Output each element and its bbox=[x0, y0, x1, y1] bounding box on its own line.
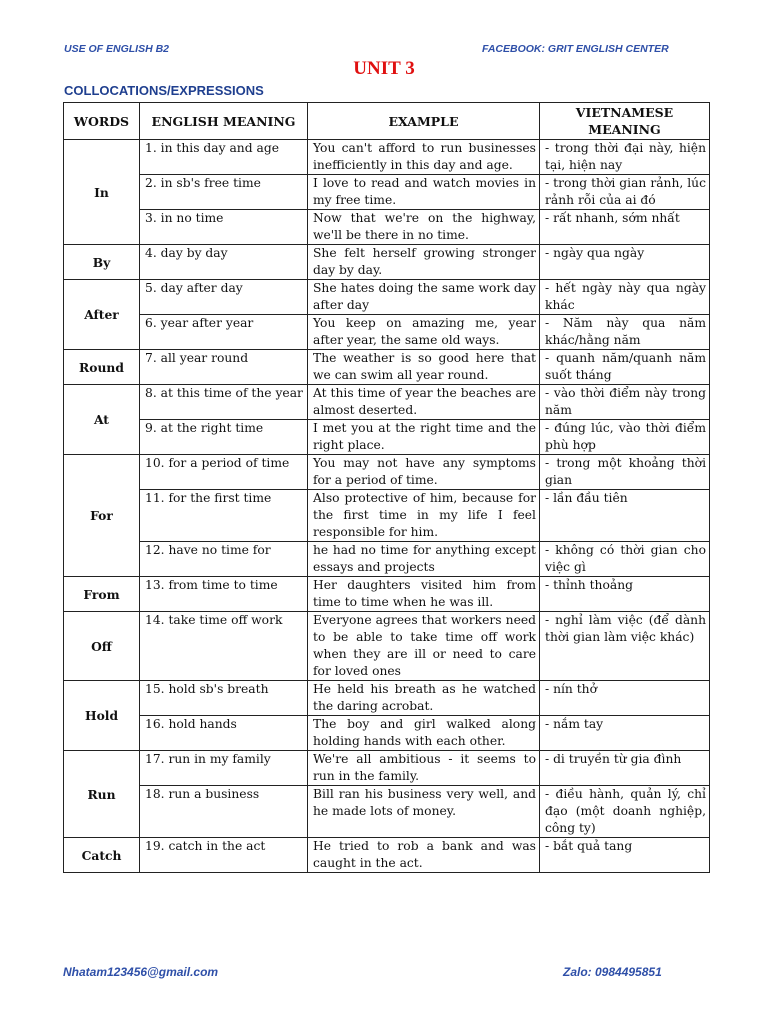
example-cell: She hates doing the same work day after day bbox=[308, 280, 540, 315]
meaning-cell: 19. catch in the act bbox=[140, 838, 308, 873]
vietnamese-meaning-cell: - Năm này qua năm khác/hằng năm bbox=[540, 315, 710, 350]
meaning-cell: 17. run in my family bbox=[140, 751, 308, 786]
example-cell: Now that we're on the highway, we'll be there in no time. bbox=[308, 210, 540, 245]
example-cell: At this time of year the beaches are almost deserted. bbox=[308, 385, 540, 420]
meaning-cell: 7. all year round bbox=[140, 350, 308, 385]
example-cell: He held his breath as he watched the daring acrobat. bbox=[308, 681, 540, 716]
table-row bbox=[64, 490, 710, 542]
example-cell: She felt herself growing stronger day by day. bbox=[308, 245, 540, 280]
meaning-cell: 5. day after day bbox=[140, 280, 308, 315]
vietnamese-meaning-cell: - trong một khoảng thời gian bbox=[540, 455, 710, 490]
vietnamese-meaning-cell: - nín thở bbox=[540, 681, 710, 716]
table-row bbox=[64, 175, 710, 210]
vietnamese-meaning-cell: - ngày qua ngày bbox=[540, 245, 710, 280]
word-cell: Catch bbox=[64, 838, 140, 873]
table-row bbox=[64, 140, 710, 175]
vietnamese-meaning-cell: - hết ngày này qua ngày khác bbox=[540, 280, 710, 315]
meaning-cell: 16. hold hands bbox=[140, 716, 308, 751]
vietnamese-meaning-cell: - quanh năm/quanh năm suốt tháng bbox=[540, 350, 710, 385]
example-cell: You keep on amazing me, year after year, the same old ways. bbox=[308, 315, 540, 350]
table-header-row bbox=[64, 103, 710, 140]
table-row bbox=[64, 577, 710, 612]
column-header-example: EXAMPLE bbox=[308, 103, 540, 140]
vocabulary-table bbox=[63, 102, 710, 873]
meaning-cell: 9. at the right time bbox=[140, 420, 308, 455]
meaning-cell: 3. in no time bbox=[140, 210, 308, 245]
header-right-text: FACEBOOK: GRIT ENGLISH CENTER bbox=[482, 43, 669, 55]
unit-title: UNIT 3 bbox=[353, 58, 415, 79]
vietnamese-meaning-cell: - nghỉ làm việc (để dành thời gian làm việc khác) bbox=[540, 612, 710, 681]
word-cell: In bbox=[64, 140, 140, 245]
vietnamese-meaning-cell: - di truyền từ gia đình bbox=[540, 751, 710, 786]
vietnamese-meaning-cell: - trong thời gian rảnh, lúc rảnh rỗi của ai đó bbox=[540, 175, 710, 210]
word-cell: Hold bbox=[64, 681, 140, 751]
example-cell: Bill ran his business very well, and he made lots of money. bbox=[308, 786, 540, 838]
example-cell: Everyone agrees that workers need to be able to take time off work when they are ill or need to care for loved ones bbox=[308, 612, 540, 681]
vietnamese-meaning-cell: - trong thời đại này, hiện tại, hiện nay bbox=[540, 140, 710, 175]
vietnamese-meaning-cell: - nắm tay bbox=[540, 716, 710, 751]
meaning-cell: 10. for a period of time bbox=[140, 455, 308, 490]
meaning-cell: 18. run a business bbox=[140, 786, 308, 838]
footer-zalo: Zalo: 0984495851 bbox=[563, 965, 662, 979]
meaning-cell: 12. have no time for bbox=[140, 542, 308, 577]
table-row bbox=[64, 455, 710, 490]
meaning-cell: 6. year after year bbox=[140, 315, 308, 350]
example-cell: He tried to rob a bank and was caught in the act. bbox=[308, 838, 540, 873]
meaning-cell: 1. in this day and age bbox=[140, 140, 308, 175]
example-cell: The weather is so good here that we can swim all year round. bbox=[308, 350, 540, 385]
example-cell: Her daughters visited him from time to time when he was ill. bbox=[308, 577, 540, 612]
meaning-cell: 2. in sb's free time bbox=[140, 175, 308, 210]
vietnamese-meaning-cell: - không có thời gian cho việc gì bbox=[540, 542, 710, 577]
example-cell: he had no time for anything except essays and projects bbox=[308, 542, 540, 577]
table-row bbox=[64, 350, 710, 385]
word-cell: By bbox=[64, 245, 140, 280]
table-row bbox=[64, 280, 710, 315]
word-cell: Round bbox=[64, 350, 140, 385]
vocabulary-table-body bbox=[64, 140, 710, 873]
table-row bbox=[64, 385, 710, 420]
header-left-text: USE OF ENGLISH B2 bbox=[64, 43, 170, 55]
word-cell: For bbox=[64, 455, 140, 577]
meaning-cell: 8. at this time of the year bbox=[140, 385, 308, 420]
table-row bbox=[64, 681, 710, 716]
vietnamese-meaning-cell: - vào thời điểm này trong năm bbox=[540, 385, 710, 420]
example-cell: You can't afford to run businesses inefficiently in this day and age. bbox=[308, 140, 540, 175]
table-row bbox=[64, 751, 710, 786]
vietnamese-meaning-cell: - bắt quả tang bbox=[540, 838, 710, 873]
table-row bbox=[64, 542, 710, 577]
table-row bbox=[64, 210, 710, 245]
word-cell: Off bbox=[64, 612, 140, 681]
column-header-words: WORDS bbox=[64, 103, 140, 140]
vietnamese-meaning-cell: - rất nhanh, sớm nhất bbox=[540, 210, 710, 245]
example-cell: Also protective of him, because for the first time in my life I feel responsible for him. bbox=[308, 490, 540, 542]
meaning-cell: 11. for the first time bbox=[140, 490, 308, 542]
vietnamese-meaning-cell: - thỉnh thoảng bbox=[540, 577, 710, 612]
table-row bbox=[64, 245, 710, 280]
vietnamese-meaning-cell: - điều hành, quản lý, chỉ đạo (một doanh nghiệp, công ty) bbox=[540, 786, 710, 838]
vietnamese-meaning-cell: - lần đầu tiên bbox=[540, 490, 710, 542]
table-row bbox=[64, 315, 710, 350]
example-cell: I met you at the right time and the right place. bbox=[308, 420, 540, 455]
footer-email: Nhatam123456@gmail.com bbox=[63, 965, 219, 979]
section-title: COLLOCATIONS/EXPRESSIONS bbox=[64, 83, 264, 98]
word-cell: From bbox=[64, 577, 140, 612]
table-row bbox=[64, 716, 710, 751]
table-row bbox=[64, 420, 710, 455]
column-header-vietnamese-meaning: VIETNAMESE MEANING bbox=[540, 103, 710, 140]
table-row bbox=[64, 838, 710, 873]
example-cell: You may not have any symptoms for a period of time. bbox=[308, 455, 540, 490]
vietnamese-meaning-cell: - đúng lúc, vào thời điểm phù hợp bbox=[540, 420, 710, 455]
word-cell: After bbox=[64, 280, 140, 350]
table-row bbox=[64, 786, 710, 838]
column-header-english-meaning: ENGLISH MEANING bbox=[140, 103, 308, 140]
meaning-cell: 14. take time off work bbox=[140, 612, 308, 681]
meaning-cell: 15. hold sb's breath bbox=[140, 681, 308, 716]
table-row bbox=[64, 612, 710, 681]
meaning-cell: 4. day by day bbox=[140, 245, 308, 280]
example-cell: The boy and girl walked along holding hands with each other. bbox=[308, 716, 540, 751]
meaning-cell: 13. from time to time bbox=[140, 577, 308, 612]
example-cell: We're all ambitious - it seems to run in the family. bbox=[308, 751, 540, 786]
word-cell: At bbox=[64, 385, 140, 455]
example-cell: I love to read and watch movies in my free time. bbox=[308, 175, 540, 210]
word-cell: Run bbox=[64, 751, 140, 838]
